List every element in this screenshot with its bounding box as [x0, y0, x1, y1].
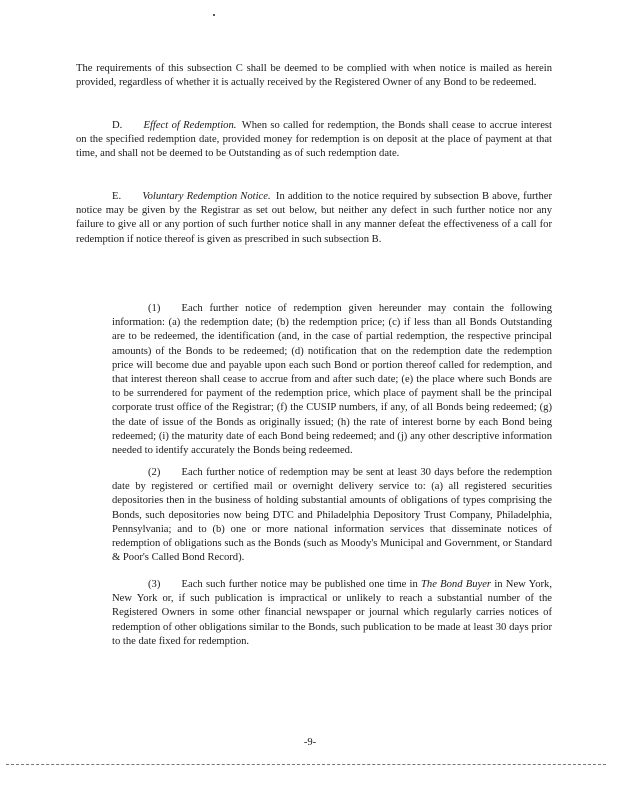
paragraph-c-conclusion — [76, 62, 552, 90]
subparagraph-1 — [112, 302, 552, 458]
paragraph-letter: E. — [112, 191, 122, 202]
footer-rule — [6, 764, 606, 765]
paragraph-letter: D. — [112, 120, 123, 131]
paragraph-e-voluntary-notice — [76, 190, 552, 247]
subparagraph-number: (3) — [148, 579, 161, 590]
subparagraph-number: (2) — [148, 467, 161, 478]
subparagraph-text-start: Each such further notice may be published one time in — [181, 579, 418, 590]
paragraph-heading: Voluntary Redemption Notice. — [142, 191, 271, 202]
publication-name: The Bond Buyer — [421, 579, 492, 590]
page-number: -9- — [303, 737, 317, 748]
paragraph-d-effect-of-redemption — [76, 119, 552, 162]
paragraph-text: When so called for redemption, the Bonds shall cease to accrue interest on the specified redemption date, provided money for redemption is on deposit at the place of payment at that time, and shall not be deemed to be Outstanding as of such redemption date. — [76, 120, 552, 160]
paragraph-text: The requirements of this subsection C shall be deemed to be complied with when notice is mailed as herein provided, regardless of whether it is actually received by the Registered Owner of any Bond to be redeemed. — [76, 63, 552, 89]
subparagraph-2 — [112, 466, 552, 565]
subparagraph-text: Each further notice of redemption may be sent at least 30 days before the redemption date by registered or certified mail or overnight delivery service to: (a) all registered securities depositories then in the business of holding substantial amounts of obligations of types comprising the Bonds, such depositories now being DTC and Philadelphia Depository Trust Company, Philadelphia, Pennsylvania; and to (b) one or more national information services that disseminate notices of redemption of obligations such as the Bonds (such as Moody's Municipal and Government, or Standard & Poor's Called Bond Record). — [112, 467, 552, 564]
paragraph-text: In addition to the notice required by subsection B above, further notice may be given by the Registrar as set out below, but neither any defect in such further notice nor any failure to give all or any portion of such further notice shall in any manner defeat the effectiveness of a call for redemption if notice thereof is given as prescribed in such subsection B. — [76, 191, 552, 245]
subparagraph-text-end: in New York, New York or, if such publication is impractical or unlikely to reach a substantial number of the Registered Owners in some other financial newspaper or journal which regularly carries notices of redemption of other obligations similar to the Bonds, such publication to be made at least 30 days prior to the date fixed for redemption. — [112, 579, 552, 647]
subparagraph-number: (1) — [148, 303, 161, 314]
scan-speck — [213, 14, 215, 16]
subparagraph-text: Each further notice of redemption given hereunder may contain the following information: (a) the redemption date; (b) the redemption price; (c) if less than all Bonds Outstanding are to be redeemed, the identification (and, in the case of partial redemption, the respective principal amounts) of the Bonds to be redeemed; (d) notification that on the redemption date the redemption price will become due and payable upon each such Bond or portion thereof called for redemption, and that interest thereon shall cease to accrue from and after such date; (e) the place where such Bonds are to be surrendered for payment of the redemption price, which place of payment shall be the principal corporate trust office of the Registrar; (f) the CUSIP numbers, if any, of all Bonds being redeemed; (g) the date of issue of the Bonds as originally issued; (h) the rate of interest borne by each Bond being redeemed; (i) the maturity date of each Bond being redeemed; and (j) any other descriptive information needed to identify accurately the Bonds being redeemed. — [112, 303, 552, 457]
paragraph-heading: Effect of Redemption. — [143, 120, 237, 131]
subparagraph-3 — [112, 578, 552, 649]
